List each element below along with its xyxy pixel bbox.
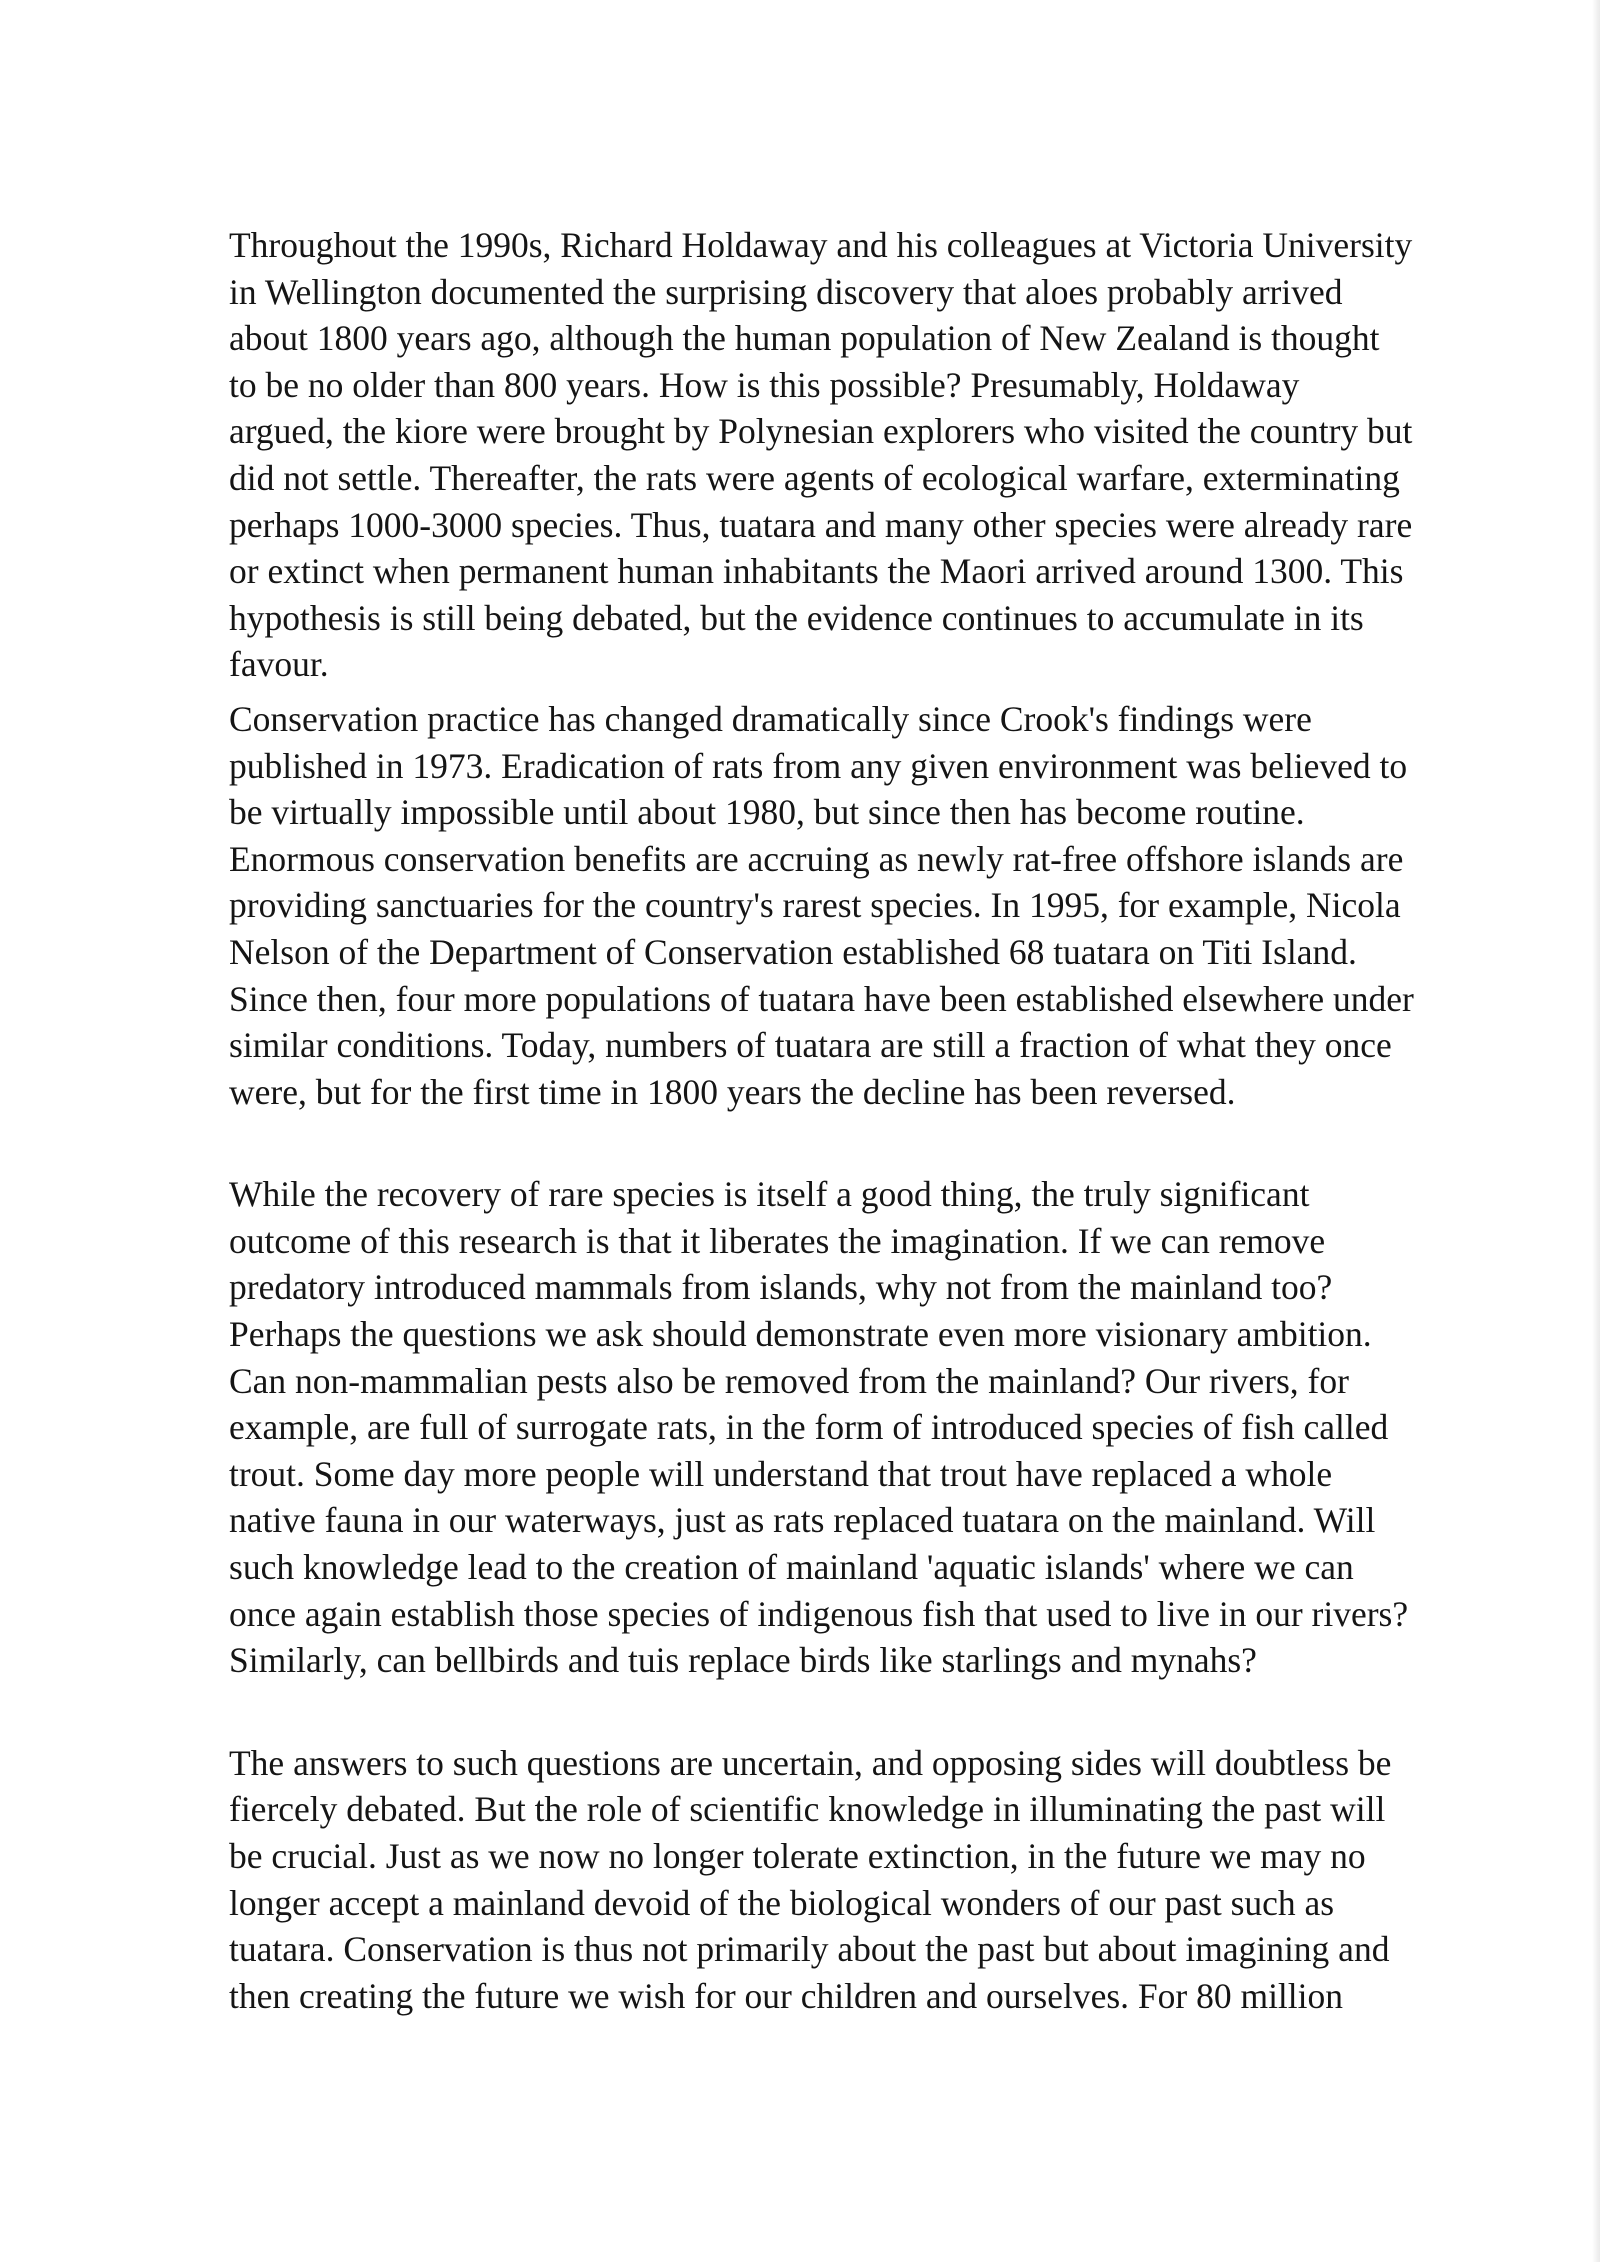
- paragraph-4: [229, 1740, 1529, 2020]
- paragraph-line: or extinct when permanent human inhabitants the Maori arrived around 1300. This: [229, 551, 1404, 592]
- paragraph-line: Can non-mammalian pests also be removed from the mainland? Our rivers, for: [229, 1360, 1349, 1401]
- paragraph-3: [229, 1171, 1529, 1684]
- paragraph-line: about 1800 years ago, although the human population of New Zealand is thought: [229, 318, 1380, 359]
- paragraph-line: While the recovery of rare species is itself a good thing, the truly significant: [229, 1174, 1310, 1215]
- paragraph-line: in Wellington documented the surprising discovery that aloes probably arrived: [229, 271, 1343, 312]
- paragraph-line: then creating the future we wish for our children and ourselves. For 80 million: [229, 1975, 1344, 2016]
- paragraph-line: be virtually impossible until about 1980, but since then has become routine.: [229, 792, 1305, 833]
- paragraph-line: favour.: [229, 644, 329, 685]
- paragraph-line: to be no older than 800 years. How is this possible? Presumably, Holdaway: [229, 364, 1300, 405]
- paragraph-line: published in 1973. Eradication of rats from any given environment was believed to: [229, 745, 1408, 786]
- paragraph-line: hypothesis is still being debated, but the evidence continues to accumulate in its: [229, 597, 1364, 638]
- page-edge-shadow: [1592, 0, 1600, 2262]
- paragraph-line: Similarly, can bellbirds and tuis replace birds like starlings and mynahs?: [229, 1640, 1257, 1681]
- paragraph-line: outcome of this research is that it liberates the imagination. If we can remove: [229, 1220, 1326, 1261]
- paragraph-line: similar conditions. Today, numbers of tuatara are still a fraction of what they once: [229, 1025, 1392, 1066]
- paragraph-1: [229, 222, 1529, 688]
- paragraph-line: trout. Some day more people will understand that trout have replaced a whole: [229, 1453, 1333, 1494]
- paragraph-line: Perhaps the questions we ask should demonstrate even more visionary ambition.: [229, 1314, 1372, 1355]
- paragraph-line: be crucial. Just as we now no longer tolerate extinction, in the future we may no: [229, 1836, 1366, 1876]
- paragraph-line: example, are full of surrogate rats, in the form of introduced species of fish called: [229, 1407, 1389, 1448]
- paragraph-line: Throughout the 1990s, Richard Holdaway and his colleagues at Victoria University: [229, 225, 1413, 265]
- paragraph-line: fiercely debated. But the role of scientific knowledge in illuminating the past will: [229, 1789, 1386, 1830]
- paragraph-line: longer accept a mainland devoid of the biological wonders of our past such as: [229, 1882, 1335, 1923]
- paragraph-2: [229, 696, 1529, 1115]
- paragraph-line: providing sanctuaries for the country's rarest species. In 1995, for example, Nicola: [229, 885, 1401, 926]
- document-body: [229, 222, 1529, 2019]
- paragraph-line: once again establish those species of indigenous fish that used to live in our rivers?: [229, 1593, 1409, 1634]
- paragraph-line: Conservation practice has changed dramatically since Crook's findings were: [229, 698, 1312, 739]
- paragraph-line: tuatara. Conservation is thus not primarily about the past but about imagining and: [229, 1929, 1390, 1970]
- paragraph-line: Since then, four more populations of tuatara have been established elsewhere under: [229, 978, 1414, 1019]
- paragraph-line: argued, the kiore were brought by Polynesian explorers who visited the country but: [229, 411, 1413, 452]
- paragraph-line: such knowledge lead to the creation of mainland 'aquatic islands' where we can: [229, 1547, 1354, 1588]
- paragraph-line: native fauna in our waterways, just as rats replaced tuatara on the mainland. Will: [229, 1500, 1376, 1541]
- paragraph-line: Enormous conservation benefits are accruing as newly rat-free offshore islands are: [229, 838, 1404, 879]
- paragraph-line: did not settle. Thereafter, the rats were agents of ecological warfare, exterminating: [229, 457, 1400, 498]
- paragraph-line: were, but for the first time in 1800 years the decline has been reversed.: [229, 1071, 1236, 1112]
- paragraph-line: Nelson of the Department of Conservation established 68 tuatara on Titi Island.: [229, 931, 1357, 972]
- paragraph-line: The answers to such questions are uncertain, and opposing sides will doubtless be: [229, 1742, 1392, 1783]
- paragraph-line: perhaps 1000-3000 species. Thus, tuatara and many other species were already rare: [229, 504, 1413, 545]
- paragraph-line: predatory introduced mammals from islands, why not from the mainland too?: [229, 1267, 1333, 1308]
